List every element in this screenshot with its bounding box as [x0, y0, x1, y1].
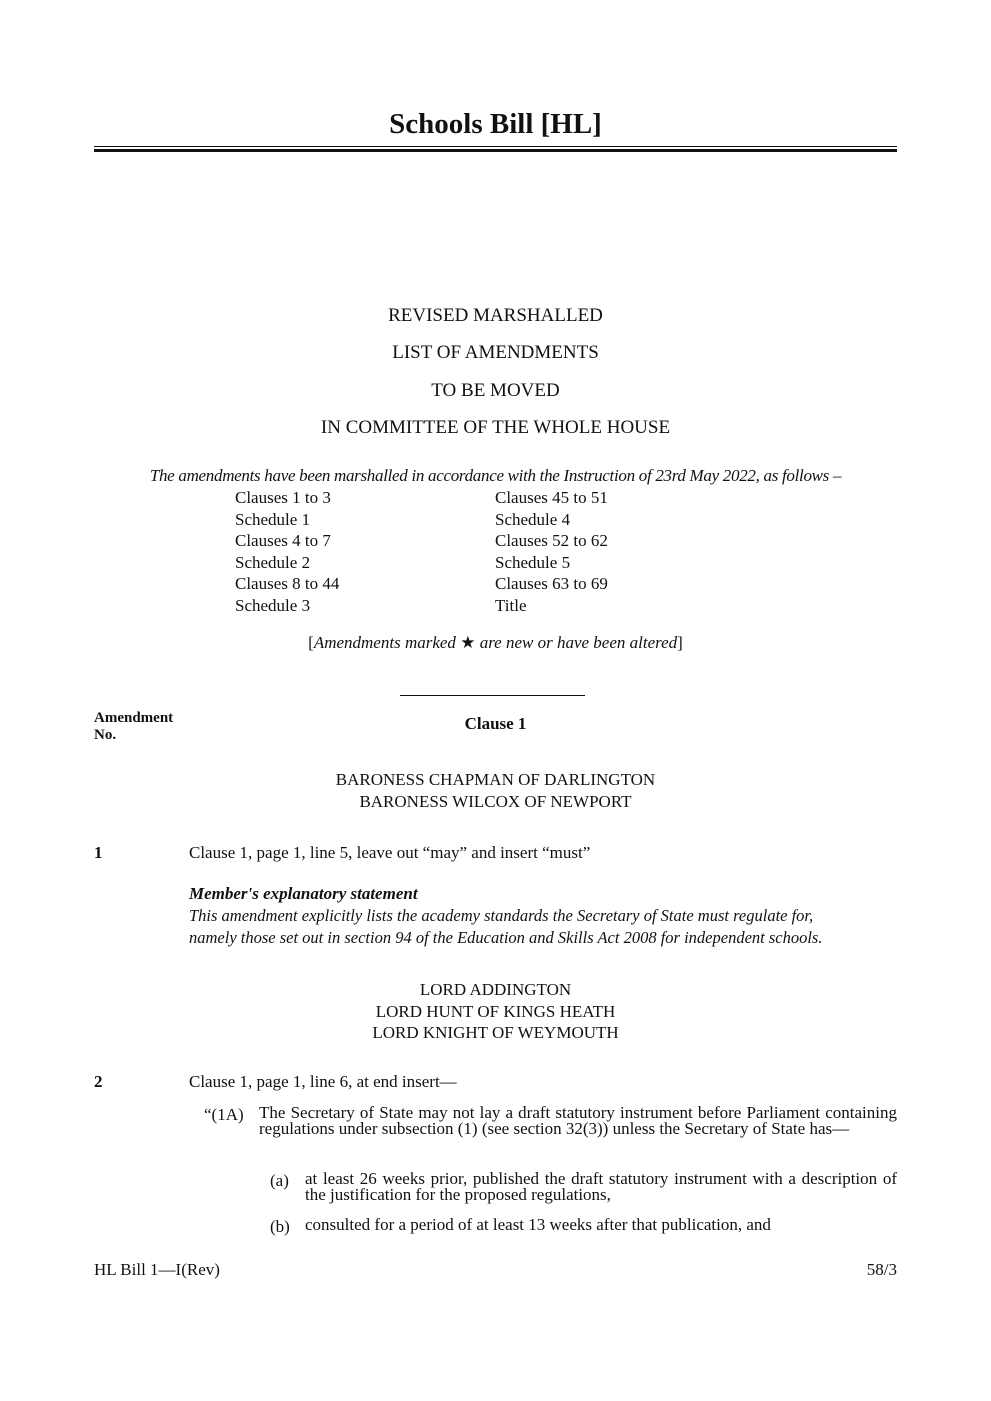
cover-heading-line-3: TO BE MOVED [431, 380, 560, 401]
explanatory-statement: This amendment explicitly lists the academy standards the Secretary of State must regulate for, namely those set out in section 94 of the Education and Skills Act 2008 for independent schools. [189, 906, 823, 947]
schedule-item: Schedule 3 [235, 595, 311, 615]
member-names [0, 979, 991, 1044]
title-rule-thick [94, 149, 897, 152]
member-name: LORD KNIGHT OF WEYMOUTH [372, 1023, 619, 1042]
schedule-item: Schedule 4 [495, 509, 571, 529]
member-name: LORD ADDINGTON [419, 980, 572, 999]
title-rule-thin [94, 146, 897, 147]
schedule-item: Clauses 45 to 51 [495, 488, 608, 507]
bill-reference: HL Bill 1—I(Rev) [94, 1260, 220, 1279]
schedule-list-left [235, 487, 339, 616]
clause-heading: Clause 1 [464, 714, 527, 733]
page-reference: 58/3 [866, 1260, 897, 1279]
altered-amendments-note: [Amendments marked ★ are new or have been altered] [308, 633, 683, 652]
bill-title: Schools Bill [HL] [389, 108, 602, 140]
amendment-text: Clause 1, page 1, line 6, at end insert— [189, 1072, 457, 1091]
schedule-item: Clauses 4 to 7 [235, 531, 331, 550]
schedule-item: Clauses 8 to 44 [235, 574, 340, 593]
paragraph-text: at least 26 weeks prior, published the draft statutory instrument with a description of the justification for the proposed regulations, [305, 1169, 897, 1204]
cover-heading-line-4: IN COMMITTEE OF THE WHOLE HOUSE [320, 417, 671, 438]
member-name: LORD HUNT OF KINGS HEATH [375, 1001, 616, 1021]
explanatory-statement-title: Member's explanatory statement [189, 884, 418, 903]
member-name: BARONESS WILCOX OF NEWPORT [359, 791, 632, 811]
schedule-item: Schedule 5 [495, 552, 571, 572]
cover-heading-line-1: REVISED MARSHALLED [388, 305, 603, 326]
schedule-item: Schedule 1 [235, 509, 311, 529]
schedule-item: Schedule 2 [235, 552, 311, 572]
schedule-item: Clauses 63 to 69 [495, 574, 608, 593]
amendment-number: 2 [94, 1072, 103, 1091]
member-name: BARONESS CHAPMAN OF DARLINGTON [335, 770, 656, 789]
schedule-item: Clauses 1 to 3 [235, 488, 331, 507]
amendment-number-column-label: Amendment No. [94, 710, 174, 743]
schedule-item: Title [495, 595, 527, 615]
amendment-text: Clause 1, page 1, line 5, leave out “may” and insert “must” [189, 843, 591, 862]
subsection-text: The Secretary of State may not lay a draft statutory instrument before Parliament containing regulations under subsection (1) (see section 32(3)) unless the Secretary of State has— [259, 1103, 897, 1138]
cover-heading-line-2: LIST OF AMENDMENTS [392, 342, 599, 363]
marshalling-instruction: The amendments have been marshalled in accordance with the Instruction of 23rd May 2022, as follows – [149, 466, 842, 485]
section-divider [400, 695, 585, 696]
star-icon: ★ [460, 633, 476, 652]
paragraph-label: (a) [270, 1171, 289, 1190]
schedule-list-right [495, 487, 608, 616]
member-names [0, 769, 991, 812]
schedule-item: Clauses 52 to 62 [495, 531, 608, 550]
subsection-label: “(1A) [204, 1105, 244, 1124]
amendment-number: 1 [94, 843, 103, 862]
paragraph-label: (b) [270, 1217, 290, 1236]
paragraph-text: consulted for a period of at least 13 weeks after that publication, and [305, 1215, 771, 1234]
